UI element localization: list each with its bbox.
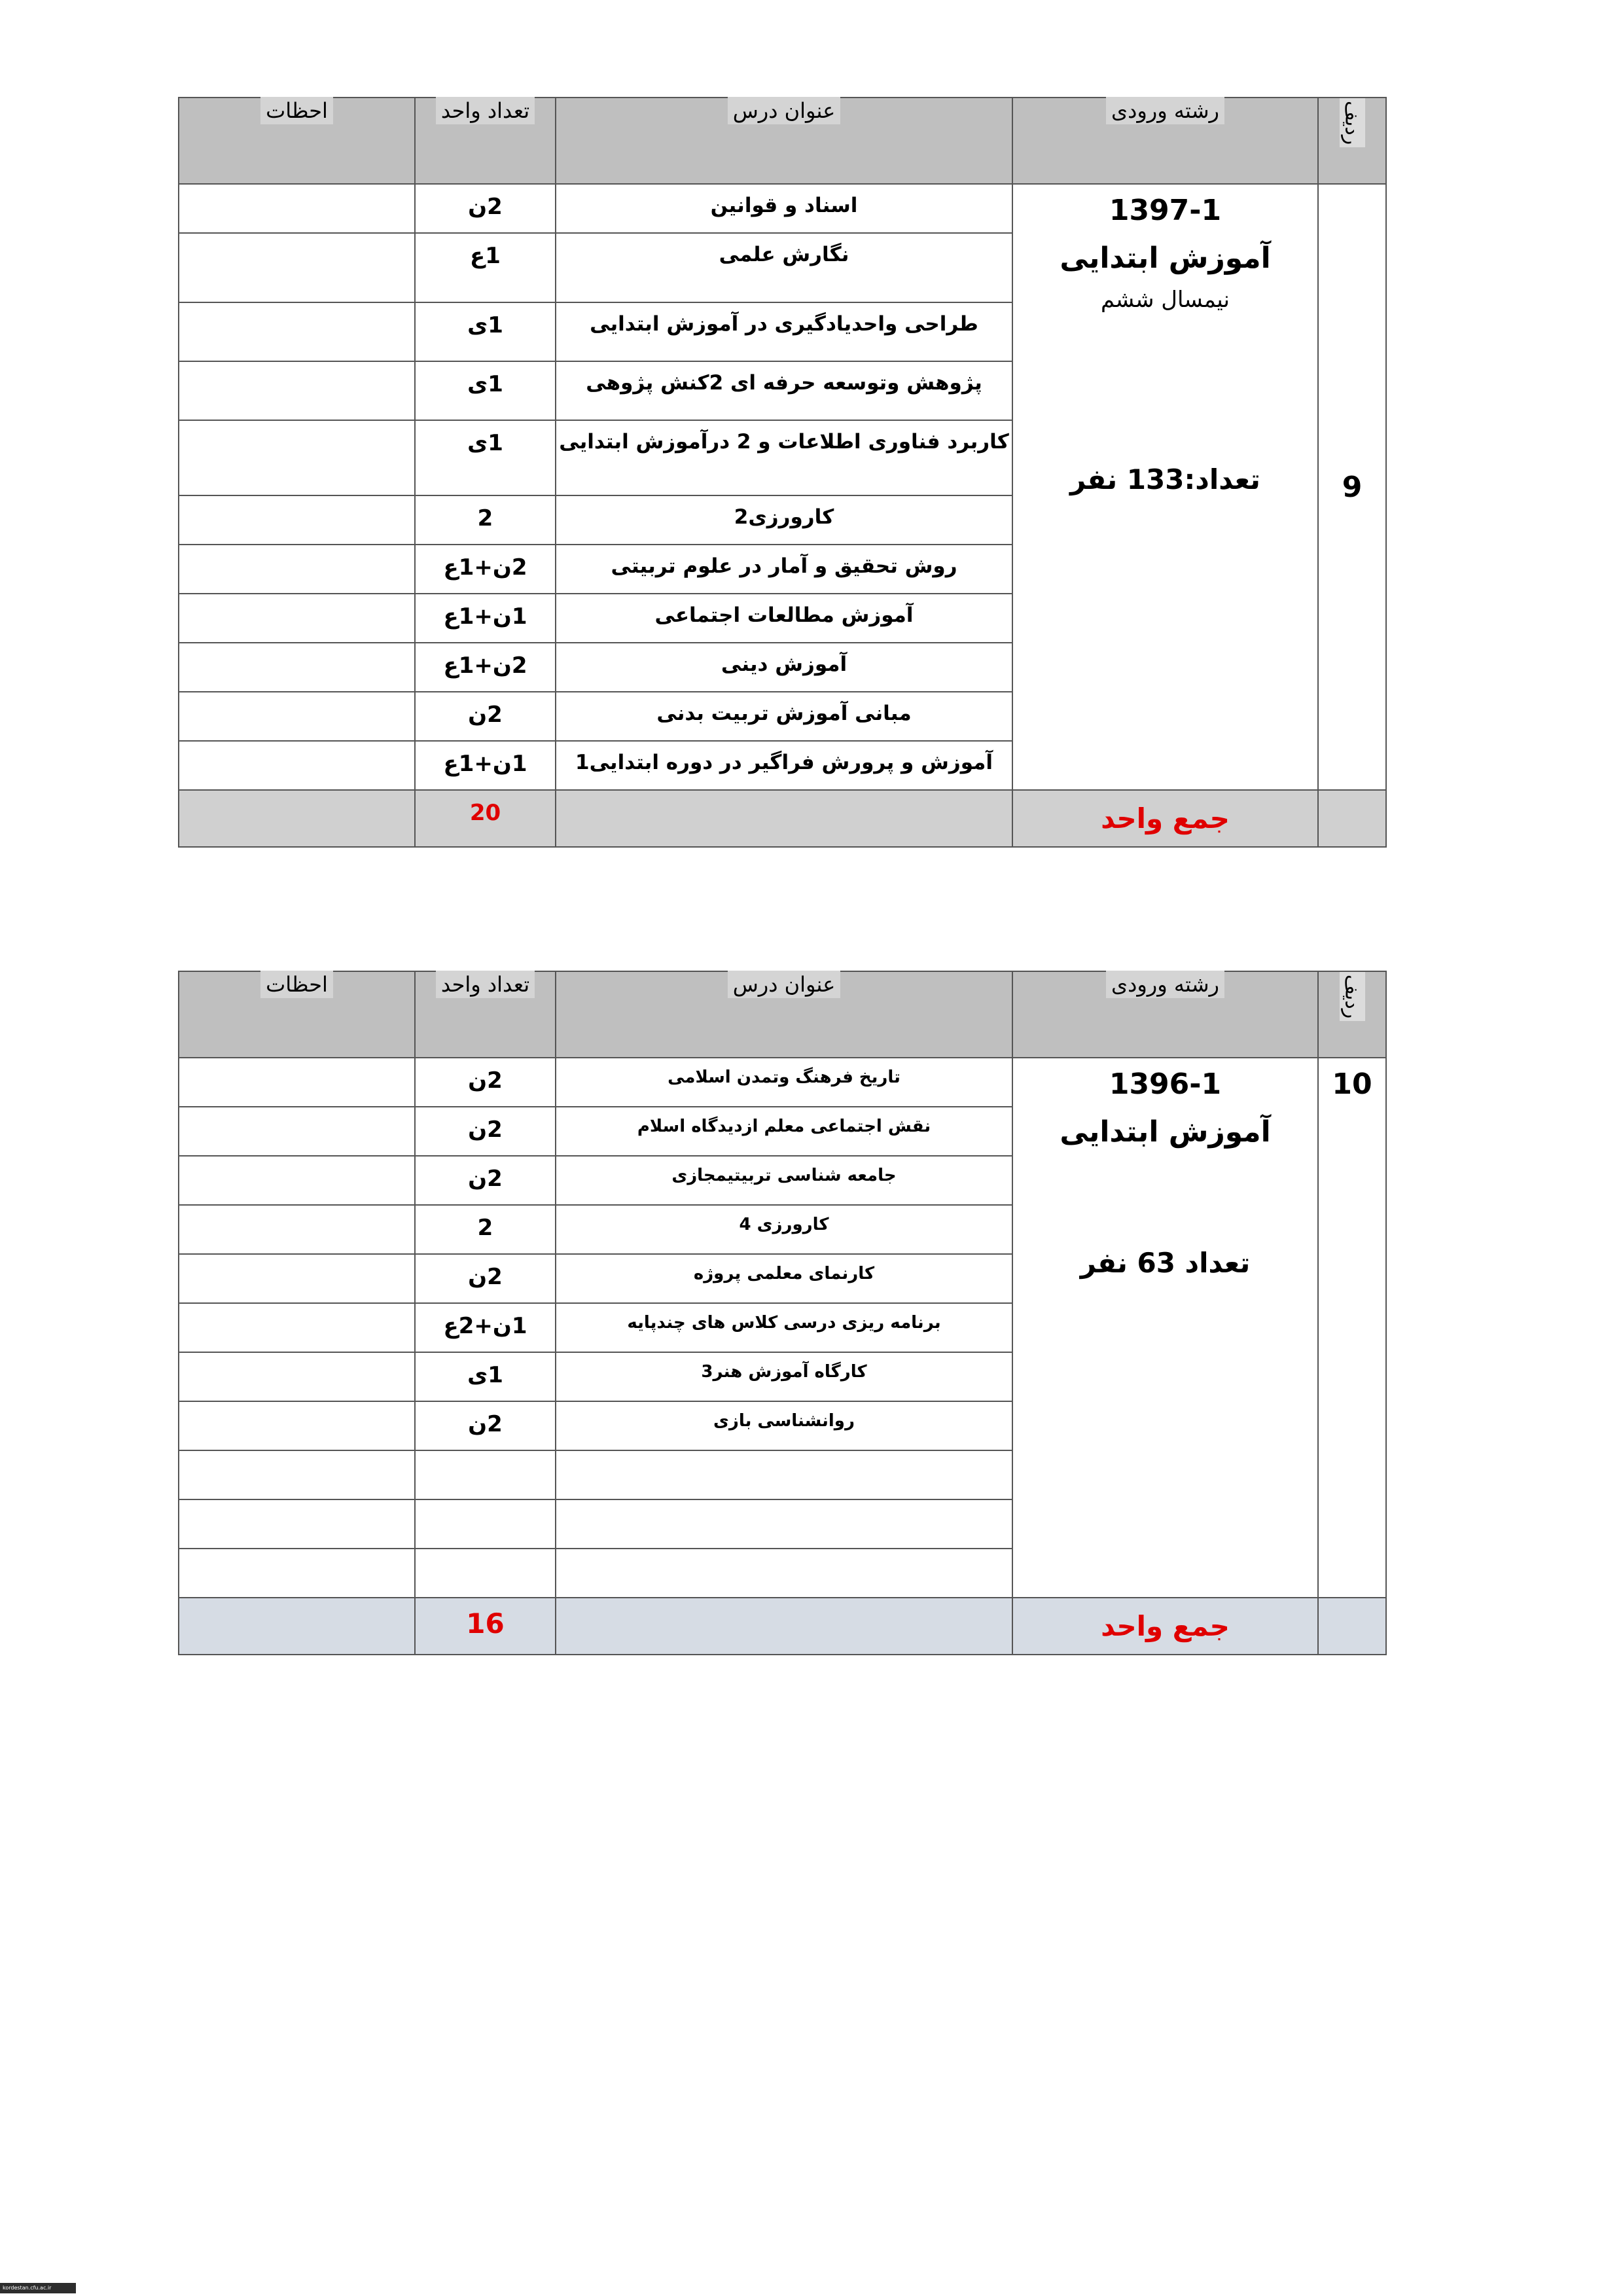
header-entry: رشته ورودی xyxy=(1012,98,1318,184)
header-units: تعداد واحد xyxy=(415,98,556,184)
course-units: 1ی xyxy=(415,1352,556,1401)
course-notes xyxy=(179,495,415,545)
total-label: جمع واحد xyxy=(1012,790,1318,847)
schedule-table-1 xyxy=(178,97,1387,848)
course-title: تاریخ فرهنگ وتمدن اسلامی xyxy=(556,1058,1012,1107)
entry-info xyxy=(1012,1058,1318,1598)
course-title: کارورزی 4 xyxy=(556,1205,1012,1254)
row-number: 9 xyxy=(1318,184,1386,790)
course-title xyxy=(556,1549,1012,1598)
course-units: 1ع xyxy=(415,233,556,302)
course-title: کارورزی2 xyxy=(556,495,1012,545)
course-title: آموزش دینی xyxy=(556,643,1012,692)
course-title: آموزش مطالعات اجتماعی xyxy=(556,594,1012,643)
course-notes xyxy=(179,741,415,790)
header-radif: ردیف xyxy=(1318,98,1386,184)
entry-field: آموزش ابتدایی xyxy=(1060,1115,1271,1149)
course-title: کاربرد فناوری اطلاعات و 2 درآموزش ابتدایی xyxy=(556,420,1012,495)
course-units: 1ن+2ع xyxy=(415,1303,556,1352)
course-notes xyxy=(179,1450,415,1499)
course-notes xyxy=(179,1205,415,1254)
course-units: 2ن+1ع xyxy=(415,643,556,692)
course-units: 1ن+1ع xyxy=(415,741,556,790)
total-label: جمع واحد xyxy=(1012,1598,1318,1655)
entry-count: تعداد:133 نفر xyxy=(1070,463,1260,495)
course-title: طراحی واحدیادگیری در آموزش ابتدایی xyxy=(556,302,1012,361)
course-units: 2ن+1ع xyxy=(415,545,556,594)
total-row xyxy=(179,1598,1386,1655)
course-title: کارگاه آموزش هنر3 xyxy=(556,1352,1012,1401)
course-units: 2ن xyxy=(415,1156,556,1205)
course-title: پژوهش وتوسعه حرفه ای 2کنش پژوهی xyxy=(556,361,1012,420)
entry-code: 1396-1 xyxy=(1109,1067,1222,1101)
entry-term: نیمسال ششم xyxy=(1100,287,1230,313)
course-notes xyxy=(179,545,415,594)
course-notes xyxy=(179,302,415,361)
header-entry: رشته ورودی xyxy=(1012,971,1318,1058)
course-title: نقش اجتماعی معلم ازدیدگاه اسلام xyxy=(556,1107,1012,1156)
course-notes xyxy=(179,1156,415,1205)
course-title: آموزش و پرورش فراگیر در دوره ابتدایی1 xyxy=(556,741,1012,790)
course-notes xyxy=(179,1058,415,1107)
course-notes xyxy=(179,184,415,233)
total-units: 20 xyxy=(415,790,556,847)
footer-watermark: kordestan.cfu.ac.ir xyxy=(0,2283,76,2293)
course-title: مبانی آموزش تربیت بدنی xyxy=(556,692,1012,741)
course-title: برنامه ریزی درسی کلاس های چندپایه xyxy=(556,1303,1012,1352)
entry-info xyxy=(1012,184,1318,790)
course-title: نگارش علمی xyxy=(556,233,1012,302)
entry-code: 1397-1 xyxy=(1109,194,1222,227)
course-units: 2 xyxy=(415,1205,556,1254)
schedule-table-2 xyxy=(178,971,1387,1655)
course-units: 2ن xyxy=(415,184,556,233)
header-course: عنوان درس xyxy=(556,971,1012,1058)
course-notes xyxy=(179,1303,415,1352)
course-title xyxy=(556,1499,1012,1549)
course-units: 1ی xyxy=(415,302,556,361)
total-row xyxy=(179,790,1386,847)
course-units: 2ن xyxy=(415,1254,556,1303)
course-units: 2 xyxy=(415,495,556,545)
course-notes xyxy=(179,1499,415,1549)
course-title: جامعه شناسی تربیتیمجازی xyxy=(556,1156,1012,1205)
course-title: کارنمای معلمی پروژه xyxy=(556,1254,1012,1303)
course-units xyxy=(415,1450,556,1499)
header-notes: احظات xyxy=(179,98,415,184)
course-notes xyxy=(179,692,415,741)
course-units: 2ن xyxy=(415,1107,556,1156)
course-title: روانشناسی بازی xyxy=(556,1401,1012,1450)
entry-field: آموزش ابتدایی xyxy=(1060,242,1271,275)
course-notes xyxy=(179,420,415,495)
course-notes xyxy=(179,1549,415,1598)
header-radif: ردیف xyxy=(1318,971,1386,1058)
course-title xyxy=(556,1450,1012,1499)
row-number: 10 xyxy=(1318,1058,1386,1598)
course-units xyxy=(415,1499,556,1549)
header-course: عنوان درس xyxy=(556,98,1012,184)
course-title: اسناد و قوانین xyxy=(556,184,1012,233)
course-title: روش تحقیق و آمار در علوم تربیتی xyxy=(556,545,1012,594)
header-units: تعداد واحد xyxy=(415,971,556,1058)
course-notes xyxy=(179,1107,415,1156)
course-notes xyxy=(179,643,415,692)
header-notes: احظات xyxy=(179,971,415,1058)
course-notes xyxy=(179,233,415,302)
course-notes xyxy=(179,361,415,420)
course-notes xyxy=(179,594,415,643)
course-notes xyxy=(179,1352,415,1401)
total-units: 16 xyxy=(415,1598,556,1655)
course-units: 2ن xyxy=(415,1401,556,1450)
entry-count: تعداد 63 نفر xyxy=(1080,1247,1251,1279)
course-units: 1ی xyxy=(415,420,556,495)
course-units: 1ن+1ع xyxy=(415,594,556,643)
course-units: 2ن xyxy=(415,692,556,741)
course-notes xyxy=(179,1254,415,1303)
course-units xyxy=(415,1549,556,1598)
course-units: 2ن xyxy=(415,1058,556,1107)
course-units: 1ی xyxy=(415,361,556,420)
course-notes xyxy=(179,1401,415,1450)
